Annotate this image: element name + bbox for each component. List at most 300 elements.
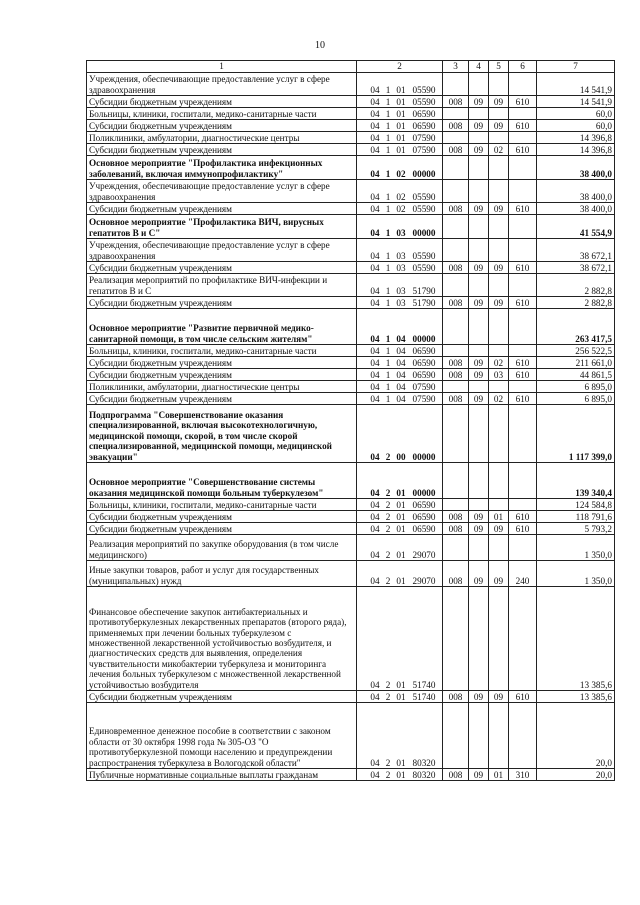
subsection-code bbox=[489, 156, 509, 180]
section-code: 09 bbox=[469, 523, 489, 535]
subsection-code bbox=[489, 274, 509, 297]
subsection-code bbox=[489, 132, 509, 144]
expense-type-code bbox=[509, 73, 537, 96]
code-segment: 01 bbox=[396, 511, 406, 522]
amount: 41 554,9 bbox=[537, 215, 615, 239]
code-segment: 01 bbox=[396, 549, 406, 560]
section-code bbox=[469, 239, 489, 262]
code-segment: 1 bbox=[385, 168, 391, 179]
code-segment: 04 bbox=[396, 393, 406, 404]
code-segment: 1 bbox=[385, 357, 391, 368]
code-segment: 04 bbox=[370, 168, 380, 179]
code-segment: 04 bbox=[370, 691, 380, 702]
classification-code bbox=[357, 703, 443, 769]
code-segment: 04 bbox=[370, 393, 380, 404]
amount: 14 396,8 bbox=[537, 132, 615, 144]
subsection-code bbox=[489, 535, 509, 561]
classification-code bbox=[357, 357, 443, 369]
amount: 44 861,5 bbox=[537, 369, 615, 381]
ministry-code bbox=[443, 535, 469, 561]
code-segment: 04 bbox=[396, 381, 406, 392]
code-segment: 07590 bbox=[412, 393, 436, 404]
code-segment: 01 bbox=[396, 108, 406, 119]
section-code bbox=[469, 499, 489, 511]
code-segment: 07590 bbox=[412, 132, 436, 143]
section-code: 09 bbox=[469, 769, 489, 781]
code-segment: 04 bbox=[396, 357, 406, 368]
row-name: Субсидии бюджетным учреждениям bbox=[87, 297, 357, 309]
row-name: Поликлиники, амбулатории, диагностические центры bbox=[87, 381, 357, 393]
expense-type-code bbox=[509, 309, 537, 345]
code-segment: 04 bbox=[370, 203, 380, 214]
amount: 38 672,1 bbox=[537, 239, 615, 262]
code-segment: 04 bbox=[370, 523, 380, 534]
row-name: Субсидии бюджетным учреждениям bbox=[87, 96, 357, 108]
ministry-code: 008 bbox=[443, 691, 469, 703]
subsection-code bbox=[489, 381, 509, 393]
expense-type-code bbox=[509, 274, 537, 297]
amount: 1 350,0 bbox=[537, 561, 615, 587]
column-header: 5 bbox=[489, 61, 509, 73]
ministry-code: 008 bbox=[443, 393, 469, 405]
amount: 13 385,6 bbox=[537, 587, 615, 691]
table-row bbox=[87, 499, 615, 511]
table-row bbox=[87, 144, 615, 156]
subsection-code bbox=[489, 345, 509, 357]
amount: 20,0 bbox=[537, 703, 615, 769]
code-segment: 1 bbox=[385, 203, 391, 214]
classification-code bbox=[357, 309, 443, 345]
table-row bbox=[87, 120, 615, 132]
expense-type-code bbox=[509, 405, 537, 463]
expense-type-code: 610 bbox=[509, 297, 537, 309]
code-segment: 29070 bbox=[412, 549, 436, 560]
budget-table bbox=[86, 60, 615, 781]
expense-type-code bbox=[509, 499, 537, 511]
row-name: Субсидии бюджетным учреждениям bbox=[87, 691, 357, 703]
section-code: 09 bbox=[469, 561, 489, 587]
subsection-code: 09 bbox=[489, 120, 509, 132]
table-row bbox=[87, 203, 615, 215]
classification-code bbox=[357, 297, 443, 309]
code-segment: 1 bbox=[385, 381, 391, 392]
code-segment: 06590 bbox=[412, 523, 436, 534]
table-row bbox=[87, 345, 615, 357]
expense-type-code: 610 bbox=[509, 393, 537, 405]
section-code bbox=[469, 215, 489, 239]
section-code: 09 bbox=[469, 691, 489, 703]
code-segment: 01 bbox=[396, 96, 406, 107]
subsection-code bbox=[489, 405, 509, 463]
code-segment: 05590 bbox=[412, 84, 436, 95]
table-row bbox=[87, 369, 615, 381]
code-segment: 07590 bbox=[412, 144, 436, 155]
amount: 124 584,8 bbox=[537, 499, 615, 511]
row-name: Иные закупки товаров, работ и услуг для государственных (муниципальных) нужд bbox=[87, 561, 357, 587]
table-row bbox=[87, 215, 615, 239]
expense-type-code bbox=[509, 381, 537, 393]
code-segment: 1 bbox=[385, 227, 391, 238]
code-segment: 00000 bbox=[412, 487, 436, 498]
table-row bbox=[87, 108, 615, 120]
row-name: Основное мероприятие "Развитие первичной медико-санитарной помощи, в том числе сельским жителям" bbox=[87, 309, 357, 345]
section-code bbox=[469, 156, 489, 180]
ministry-code bbox=[443, 239, 469, 262]
subsection-code: 09 bbox=[489, 691, 509, 703]
expense-type-code bbox=[509, 108, 537, 120]
expense-type-code bbox=[509, 703, 537, 769]
code-segment: 04 bbox=[370, 262, 380, 273]
ministry-code bbox=[443, 463, 469, 499]
ministry-code: 008 bbox=[443, 203, 469, 215]
table-row bbox=[87, 703, 615, 769]
classification-code bbox=[357, 132, 443, 144]
amount: 38 672,1 bbox=[537, 262, 615, 274]
code-segment: 1 bbox=[385, 84, 391, 95]
code-segment: 01 bbox=[396, 499, 406, 510]
code-segment: 2 bbox=[385, 487, 391, 498]
expense-type-code bbox=[509, 132, 537, 144]
code-segment: 01 bbox=[396, 769, 406, 780]
amount: 139 340,4 bbox=[537, 463, 615, 499]
code-segment: 51740 bbox=[412, 679, 436, 690]
amount: 20,0 bbox=[537, 769, 615, 781]
row-name: Субсидии бюджетным учреждениям bbox=[87, 357, 357, 369]
code-segment: 04 bbox=[370, 297, 380, 308]
classification-code bbox=[357, 523, 443, 535]
ministry-code: 008 bbox=[443, 523, 469, 535]
classification-code bbox=[357, 463, 443, 499]
code-segment: 2 bbox=[385, 451, 391, 462]
code-segment: 06590 bbox=[412, 345, 436, 356]
classification-code bbox=[357, 96, 443, 108]
subsection-code bbox=[489, 463, 509, 499]
row-name: Реализация мероприятий по профилактике ВИЧ-инфекции и гепатитов В и С bbox=[87, 274, 357, 297]
code-segment: 05590 bbox=[412, 203, 436, 214]
expense-type-code: 610 bbox=[509, 369, 537, 381]
ministry-code bbox=[443, 108, 469, 120]
subsection-code: 02 bbox=[489, 357, 509, 369]
code-segment: 04 bbox=[370, 191, 380, 202]
subsection-code: 01 bbox=[489, 511, 509, 523]
classification-code bbox=[357, 769, 443, 781]
column-header: 6 bbox=[509, 61, 537, 73]
code-segment: 04 bbox=[396, 333, 406, 344]
table-row bbox=[87, 691, 615, 703]
classification-code bbox=[357, 144, 443, 156]
expense-type-code bbox=[509, 180, 537, 203]
row-name: Больницы, клиники, госпитали, медико-санитарные части bbox=[87, 499, 357, 511]
code-segment: 1 bbox=[385, 345, 391, 356]
expense-type-code: 610 bbox=[509, 511, 537, 523]
row-name: Больницы, клиники, госпитали, медико-санитарные части bbox=[87, 108, 357, 120]
code-segment: 1 bbox=[385, 297, 391, 308]
ministry-code: 008 bbox=[443, 297, 469, 309]
row-name: Основное мероприятие "Совершенствование системы оказания медицинской помощи больным туберкулезом" bbox=[87, 463, 357, 499]
ministry-code bbox=[443, 309, 469, 345]
classification-code bbox=[357, 156, 443, 180]
code-segment: 51790 bbox=[412, 285, 436, 296]
section-code bbox=[469, 463, 489, 499]
subsection-code bbox=[489, 703, 509, 769]
code-segment: 04 bbox=[370, 575, 380, 586]
row-name: Субсидии бюджетным учреждениям bbox=[87, 262, 357, 274]
section-code: 09 bbox=[469, 393, 489, 405]
classification-code bbox=[357, 691, 443, 703]
code-segment: 1 bbox=[385, 108, 391, 119]
row-name: Учреждения, обеспечивающие предоставление услуг в сфере здравоохранения bbox=[87, 73, 357, 96]
amount: 60,0 bbox=[537, 120, 615, 132]
code-segment: 2 bbox=[385, 511, 391, 522]
code-segment: 01 bbox=[396, 487, 406, 498]
table-row bbox=[87, 274, 615, 297]
code-segment: 05590 bbox=[412, 96, 436, 107]
row-name: Больницы, клиники, госпитали, медико-санитарные части bbox=[87, 345, 357, 357]
table-row bbox=[87, 769, 615, 781]
code-segment: 04 bbox=[370, 487, 380, 498]
section-code bbox=[469, 180, 489, 203]
expense-type-code: 610 bbox=[509, 357, 537, 369]
expense-type-code bbox=[509, 156, 537, 180]
classification-code bbox=[357, 203, 443, 215]
classification-code bbox=[357, 499, 443, 511]
table-row bbox=[87, 73, 615, 96]
subsection-code: 09 bbox=[489, 561, 509, 587]
code-segment: 51740 bbox=[412, 691, 436, 702]
code-segment: 04 bbox=[370, 285, 380, 296]
classification-code bbox=[357, 120, 443, 132]
amount: 38 400,0 bbox=[537, 203, 615, 215]
expense-type-code: 610 bbox=[509, 523, 537, 535]
code-segment: 04 bbox=[370, 769, 380, 780]
code-segment: 51790 bbox=[412, 297, 436, 308]
code-segment: 03 bbox=[396, 227, 406, 238]
table-row bbox=[87, 535, 615, 561]
page-number: 10 bbox=[315, 40, 325, 51]
subsection-code: 09 bbox=[489, 96, 509, 108]
row-name: Основное мероприятие "Профилактика инфекционных заболеваний, включая иммунопрофилактику" bbox=[87, 156, 357, 180]
code-segment: 00000 bbox=[412, 451, 436, 462]
table-row bbox=[87, 381, 615, 393]
table-header-row bbox=[87, 61, 615, 73]
ministry-code bbox=[443, 345, 469, 357]
amount: 14 396,8 bbox=[537, 144, 615, 156]
code-segment: 04 bbox=[370, 108, 380, 119]
code-segment: 04 bbox=[370, 250, 380, 261]
code-segment: 00000 bbox=[412, 227, 436, 238]
section-code bbox=[469, 405, 489, 463]
classification-code bbox=[357, 393, 443, 405]
subsection-code: 09 bbox=[489, 203, 509, 215]
code-segment: 01 bbox=[396, 679, 406, 690]
code-segment: 1 bbox=[385, 262, 391, 273]
code-segment: 01 bbox=[396, 757, 406, 768]
section-code: 09 bbox=[469, 96, 489, 108]
ministry-code: 008 bbox=[443, 769, 469, 781]
code-segment: 06590 bbox=[412, 369, 436, 380]
code-segment: 06590 bbox=[412, 357, 436, 368]
subsection-code bbox=[489, 239, 509, 262]
code-segment: 2 bbox=[385, 549, 391, 560]
code-segment: 80320 bbox=[412, 769, 436, 780]
code-segment: 04 bbox=[370, 549, 380, 560]
table-row bbox=[87, 297, 615, 309]
ministry-code bbox=[443, 215, 469, 239]
expense-type-code: 310 bbox=[509, 769, 537, 781]
ministry-code bbox=[443, 156, 469, 180]
code-segment: 02 bbox=[396, 168, 406, 179]
section-code bbox=[469, 274, 489, 297]
expense-type-code bbox=[509, 239, 537, 262]
table-row bbox=[87, 405, 615, 463]
section-code: 09 bbox=[469, 120, 489, 132]
subsection-code: 09 bbox=[489, 297, 509, 309]
code-segment: 1 bbox=[385, 333, 391, 344]
table-row bbox=[87, 239, 615, 262]
code-segment: 2 bbox=[385, 499, 391, 510]
section-code bbox=[469, 345, 489, 357]
column-header: 2 bbox=[357, 61, 443, 73]
amount: 38 400,0 bbox=[537, 180, 615, 203]
code-segment: 02 bbox=[396, 203, 406, 214]
expense-type-code: 610 bbox=[509, 120, 537, 132]
subsection-code: 02 bbox=[489, 393, 509, 405]
code-segment: 1 bbox=[385, 369, 391, 380]
code-segment: 04 bbox=[370, 120, 380, 131]
row-name: Субсидии бюджетным учреждениям bbox=[87, 511, 357, 523]
row-name: Субсидии бюджетным учреждениям bbox=[87, 393, 357, 405]
ministry-code bbox=[443, 180, 469, 203]
code-segment: 01 bbox=[396, 144, 406, 155]
code-segment: 04 bbox=[370, 511, 380, 522]
code-segment: 1 bbox=[385, 285, 391, 296]
column-header: 4 bbox=[469, 61, 489, 73]
section-code bbox=[469, 73, 489, 96]
code-segment: 04 bbox=[396, 345, 406, 356]
amount: 6 895,0 bbox=[537, 381, 615, 393]
code-segment: 29070 bbox=[412, 575, 436, 586]
column-header: 7 bbox=[537, 61, 615, 73]
code-segment: 00000 bbox=[412, 168, 436, 179]
table-row bbox=[87, 357, 615, 369]
code-segment: 03 bbox=[396, 285, 406, 296]
ministry-code: 008 bbox=[443, 96, 469, 108]
ministry-code bbox=[443, 274, 469, 297]
amount: 263 417,5 bbox=[537, 309, 615, 345]
expense-type-code bbox=[509, 535, 537, 561]
subsection-code bbox=[489, 499, 509, 511]
table-row bbox=[87, 180, 615, 203]
subsection-code bbox=[489, 73, 509, 96]
row-name: Реализация мероприятий по закупке оборудования (в том числе медицинского) bbox=[87, 535, 357, 561]
amount: 118 791,6 bbox=[537, 511, 615, 523]
table-row bbox=[87, 511, 615, 523]
expense-type-code bbox=[509, 463, 537, 499]
amount: 60,0 bbox=[537, 108, 615, 120]
table-row bbox=[87, 309, 615, 345]
amount: 38 400,0 bbox=[537, 156, 615, 180]
row-name: Субсидии бюджетным учреждениям bbox=[87, 120, 357, 132]
code-segment: 1 bbox=[385, 144, 391, 155]
amount: 1 350,0 bbox=[537, 535, 615, 561]
code-segment: 2 bbox=[385, 679, 391, 690]
section-code bbox=[469, 309, 489, 345]
section-code bbox=[469, 535, 489, 561]
code-segment: 1 bbox=[385, 96, 391, 107]
code-segment: 05590 bbox=[412, 250, 436, 261]
section-code: 09 bbox=[469, 357, 489, 369]
row-name: Основное мероприятие "Профилактика ВИЧ, вирусных гепатитов В и С" bbox=[87, 215, 357, 239]
subsection-code: 03 bbox=[489, 369, 509, 381]
classification-code bbox=[357, 535, 443, 561]
subsection-code bbox=[489, 108, 509, 120]
row-name: Субсидии бюджетным учреждениям bbox=[87, 369, 357, 381]
row-name: Субсидии бюджетным учреждениям bbox=[87, 144, 357, 156]
code-segment: 04 bbox=[370, 144, 380, 155]
subsection-code: 09 bbox=[489, 523, 509, 535]
subsection-code: 02 bbox=[489, 144, 509, 156]
section-code bbox=[469, 108, 489, 120]
ministry-code bbox=[443, 703, 469, 769]
subsection-code bbox=[489, 180, 509, 203]
column-header: 1 bbox=[87, 61, 357, 73]
code-segment: 2 bbox=[385, 691, 391, 702]
row-name: Единовременное денежное пособие в соответствии с законом области от 30 октября 1998 года № 305-ОЗ "О противотуберкулезной помощи населению и предупреждении распространения туберкулеза в Вологодской области" bbox=[87, 703, 357, 769]
code-segment: 04 bbox=[370, 132, 380, 143]
ministry-code bbox=[443, 73, 469, 96]
classification-code bbox=[357, 274, 443, 297]
expense-type-code: 610 bbox=[509, 262, 537, 274]
code-segment: 80320 bbox=[412, 757, 436, 768]
section-code bbox=[469, 132, 489, 144]
code-segment: 1 bbox=[385, 132, 391, 143]
code-segment: 04 bbox=[396, 369, 406, 380]
amount: 14 541,9 bbox=[537, 73, 615, 96]
code-segment: 01 bbox=[396, 120, 406, 131]
subsection-code: 09 bbox=[489, 262, 509, 274]
code-segment: 05590 bbox=[412, 262, 436, 273]
ministry-code bbox=[443, 405, 469, 463]
subsection-code bbox=[489, 309, 509, 345]
code-segment: 04 bbox=[370, 84, 380, 95]
section-code bbox=[469, 587, 489, 691]
code-segment: 01 bbox=[396, 691, 406, 702]
code-segment: 2 bbox=[385, 575, 391, 586]
table-row bbox=[87, 561, 615, 587]
amount: 5 793,2 bbox=[537, 523, 615, 535]
code-segment: 06590 bbox=[412, 120, 436, 131]
section-code bbox=[469, 381, 489, 393]
code-segment: 2 bbox=[385, 769, 391, 780]
ministry-code bbox=[443, 499, 469, 511]
classification-code bbox=[357, 345, 443, 357]
amount: 2 882,8 bbox=[537, 297, 615, 309]
expense-type-code: 610 bbox=[509, 144, 537, 156]
section-code bbox=[469, 703, 489, 769]
ministry-code bbox=[443, 587, 469, 691]
code-segment: 03 bbox=[396, 250, 406, 261]
code-segment: 07590 bbox=[412, 381, 436, 392]
section-code: 09 bbox=[469, 369, 489, 381]
table-row bbox=[87, 132, 615, 144]
code-segment: 02 bbox=[396, 191, 406, 202]
classification-code bbox=[357, 511, 443, 523]
code-segment: 05590 bbox=[412, 191, 436, 202]
table-row bbox=[87, 96, 615, 108]
classification-code bbox=[357, 381, 443, 393]
classification-code bbox=[357, 587, 443, 691]
ministry-code: 008 bbox=[443, 357, 469, 369]
